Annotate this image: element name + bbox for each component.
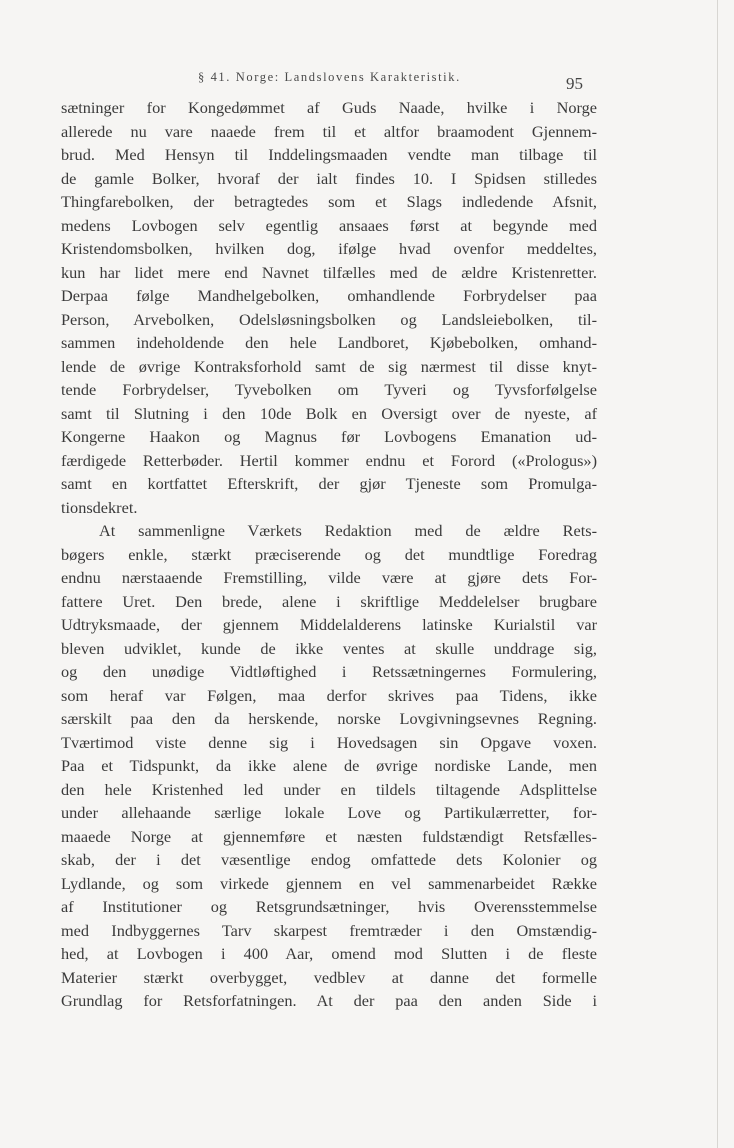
text-line: endnu nærstaaende Fremstilling, vilde være at gjøre dets For- [61, 568, 597, 587]
text-line: Materier stærkt overbygget, vedblev at danne det formelle [61, 967, 597, 987]
text-line: den hele Kristenhed led under en tildels tiltagende Adsplittelse [61, 779, 597, 799]
text-line: allerede nu vare naaede frem til et altfor braamodent Gjennem- [61, 121, 597, 141]
text-line: tionsdekret. [61, 497, 138, 517]
page-number: 95 [566, 74, 583, 93]
text-line: og den unødige Vidtløftighed i Retssætningernes Formulering, [61, 662, 597, 681]
text-line: særskilt paa den da herskende, norske Lovgivningsevnes Regning. [61, 709, 597, 728]
text-line: lende de øvrige Kontraksforhold samt de sig nærmest til disse knyt- [61, 356, 597, 376]
text-line: Thingfarebolken, der betragtedes som et Slags indledende Afsnit, [61, 192, 597, 211]
text-line: kun har lidet mere end Navnet tilfælles med de ældre Kristenretter. [61, 262, 597, 282]
text-line: tende Forbrydelser, Tyvebolken om Tyveri og Tyvsforfølgelse [61, 380, 597, 399]
text-line: maaede Norge at gjennemføre et næsten fuldstændigt Retsfælles- [61, 826, 597, 846]
text-line: bleven udviklet, kunde de ikke ventes at skulle unddrage sig, [61, 638, 597, 658]
text-line: med Indbyggernes Tarv skarpest fremtræder i den Omstændig- [61, 920, 597, 940]
text-line: Kongerne Haakon og Magnus før Lovbogens Emanation ud- [61, 427, 597, 446]
text-line: Derpaa følge Mandhelgebolken, omhandlende Forbrydelser paa [61, 286, 597, 305]
text-line: Lydlande, og som virkede gjennem en vel sammenarbeidet Række [61, 873, 597, 893]
text-line: skab, der i det væsentlige endog omfattede dets Kolonier og [61, 850, 597, 869]
text-line: færdigede Retterbøder. Hertil kommer endnu et Forord («Prologus») [61, 450, 597, 470]
text-line: som heraf var Følgen, maa derfor skrives paa Tidens, ikke [61, 685, 597, 705]
text-line: hed, at Lovbogen i 400 Aar, omend mod Slutten i de fleste [61, 944, 597, 963]
text-line: sammen indeholdende den hele Landboret, Kjøbebolken, omhand- [61, 333, 597, 352]
running-head: § 41. Norge: Landslovens Karakteristik. [198, 70, 461, 84]
text-line: brud. Med Hensyn til Inddelingsmaaden vendte man tilbage til [61, 145, 597, 164]
text-line: fattere Uret. Den brede, alene i skriftlige Meddelelser brugbare [61, 591, 597, 611]
text-line: samt en kortfattet Efterskrift, der gjør Tjeneste som Promulga- [61, 474, 597, 493]
text-line: af Institutioner og Retsgrundsætninger, hvis Overensstemmelse [61, 897, 597, 916]
text-line: de gamle Bolker, hvoraf der ialt findes 10. I Spidsen stilledes [61, 168, 597, 188]
text-line: Person, Arvebolken, Odelsløsningsbolken og Landsleiebolken, til- [61, 309, 597, 329]
text-line: samt til Slutning i den 10de Bolk en Oversigt over de nyeste, af [61, 403, 597, 423]
text-line: medens Lovbogen selv egentlig ansaaes først at begynde med [61, 215, 597, 235]
text-line: Paa et Tidspunkt, da ikke alene de øvrige nordiske Lande, men [61, 756, 597, 775]
page-edge-divider [717, 0, 718, 1148]
text-line: At sammenligne Værkets Redaktion med de ældre Rets- [99, 521, 597, 540]
text-line: under allehaande særlige lokale Love og Partikulærretter, for- [61, 803, 597, 822]
text-line: Tværtimod viste denne sig i Hovedsagen sin Opgave voxen. [61, 732, 597, 752]
text-line: Grundlag for Retsforfatningen. At der paa den anden Side i [61, 991, 597, 1010]
text-line: Kristendomsbolken, hvilken dog, ifølge hvad ovenfor meddeltes, [61, 239, 597, 258]
body-text [61, 96, 597, 1013]
text-line: sætninger for Kongedømmet af Guds Naade, hvilke i Norge [61, 98, 597, 117]
text-line: bøgers enkle, stærkt præciserende og det mundtlige Foredrag [61, 544, 597, 564]
text-line: Udtryksmaade, der gjennem Middelalderens latinske Kurialstil var [61, 615, 597, 634]
